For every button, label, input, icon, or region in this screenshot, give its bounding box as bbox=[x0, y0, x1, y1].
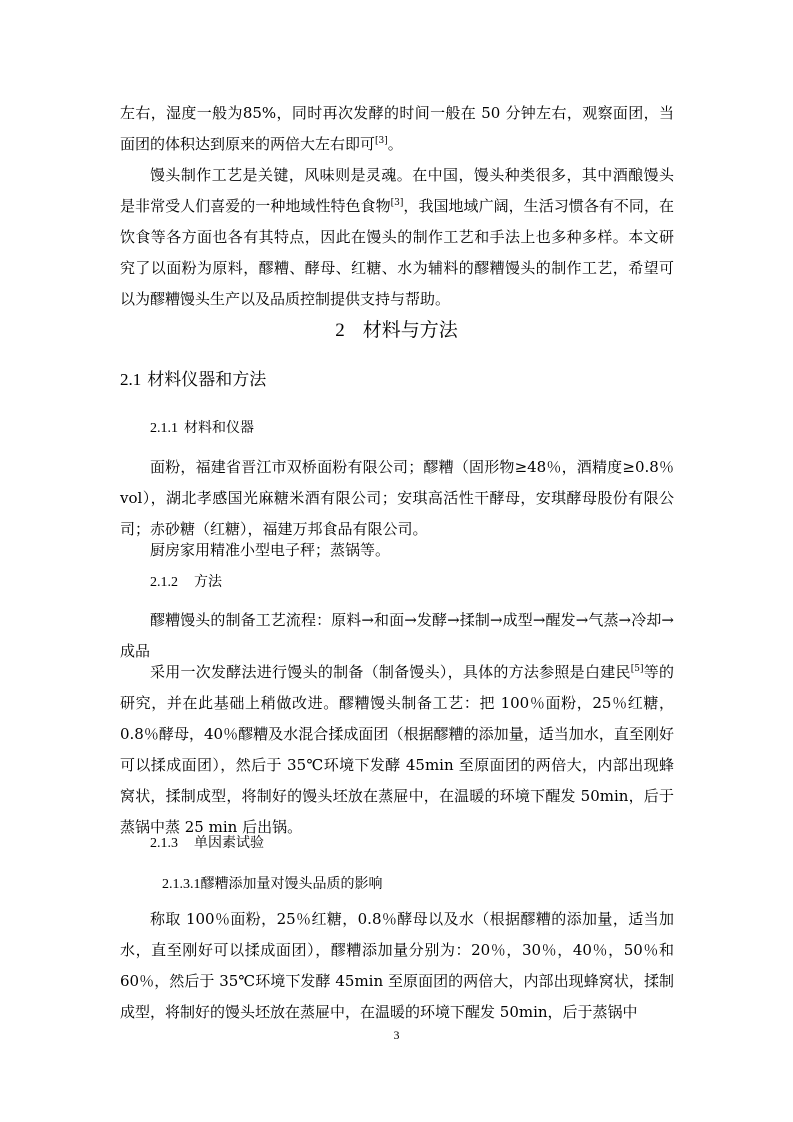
paragraph-text: 采用一次发酵法进行馒头的制备（制备馒头），具体的方法参照是白建民 bbox=[150, 663, 631, 681]
section-heading-2-1-2 bbox=[150, 571, 222, 594]
paragraph-text: 左右，湿度一般为85%，同时再次发酵的时间一般在 50 分钟左右，观察面团，当面团的体积达到原来的两倍大左右即可 bbox=[120, 104, 674, 153]
paragraph-intro-2 bbox=[120, 160, 674, 315]
paragraph-materials: 面粉，福建省晋江市双桥面粉有限公司；醪糟（固形物≥48％，酒精度≥0.8％ vol），湖北孝感国光麻糖米酒有限公司；安琪高活性干酵母，安琪酵母股份有限公司；赤砂糖（红糖），福建万邦食品有限公司。 bbox=[120, 458, 674, 538]
paragraph-text: ，我国地域广阔，生活习惯各有不同，在饮食等各方面也各有其特点，因此在馒头的制作工艺和手法上也多种多样。本文研究了以面粉为原料，醪糟、酵母、红糖、水为辅料的醪糟馒头的制作工艺，希望可以为醪糟馒头生产以及品质控制提供支持与帮助。 bbox=[120, 197, 674, 308]
page-number: 3 bbox=[393, 1028, 400, 1042]
section-title: 材料仪器和方法 bbox=[147, 370, 267, 390]
paragraph-text: 。 bbox=[387, 135, 403, 153]
section-title: 方法 bbox=[194, 574, 222, 590]
paragraph-method bbox=[120, 657, 674, 843]
section-number: 2.1.1 bbox=[150, 421, 178, 436]
citation-ref: [5] bbox=[630, 664, 644, 674]
section-title: 醪糟添加量对馒头品质的影响 bbox=[200, 876, 383, 892]
chapter-number: 2 bbox=[335, 320, 345, 341]
chapter-title: 材料与方法 bbox=[362, 319, 458, 341]
section-number: 2.1.3.1 bbox=[162, 877, 201, 892]
section-number: 2.1 bbox=[120, 370, 142, 389]
citation-ref: [3] bbox=[375, 136, 388, 146]
section-heading-2-1-1 bbox=[150, 417, 254, 440]
paragraph-instruments: 厨房家用精准小型电子秤；蒸锅等。 bbox=[150, 541, 391, 559]
citation-ref: [3] bbox=[390, 198, 404, 208]
section-heading-2-1-3-1 bbox=[162, 873, 383, 896]
section-title: 材料和仪器 bbox=[184, 420, 254, 436]
section-heading-2-1 bbox=[120, 367, 266, 393]
paragraph-text: 等的研究，并在此基础上稍做改进。醪糟馒头制备工艺：把 100％面粉，25％红糖，0.8％酵母，40％醪糟及水混合揉成面团（根据醪糟的添加量，适当加水，直至刚好可以揉成面团），然后于 35℃环境下发酵 45min 至原面团的两倍大，内部出现蜂窝状，揉制成型，将制好的馒头坯放在蒸屉中，在温暖的环境下醒发 50min，后于蒸锅中蒸 25 min 后出锅。 bbox=[120, 663, 674, 836]
section-number: 2.1.2 bbox=[150, 575, 178, 590]
paragraph-intro-continued bbox=[120, 98, 674, 160]
paragraph-process-flow: 醪糟馒头的制备工艺流程：原料→和面→发酵→揉制→成型→醒发→气蒸→冷却→成品 bbox=[120, 611, 674, 660]
paragraph-single-factor: 称取 100％面粉，25％红糖，0.8％酵母以及水（根据醪糟的添加量，适当加水，直至刚好可以揉成面团），醪糟添加量分别为：20％，30％，40％，50％和 60％，然后于 35℃环境下发酵 45min 至原面团的两倍大，内部出现蜂窝状，揉制成型，将制好的馒头坯放在蒸屉中，在温暖的环境下醒发 50min，后于蒸锅中 bbox=[120, 910, 674, 1021]
paragraph-text: 馒头制作工艺是关键，风味则是灵魂。在中国，馒头种类很多，其中酒酿馒头是非常受人们喜爱的一种地域性特色食物 bbox=[120, 166, 674, 215]
section-heading-2-1-3 bbox=[150, 832, 264, 855]
section-title: 单因素试验 bbox=[194, 835, 264, 851]
section-number: 2.1.3 bbox=[150, 836, 178, 851]
chapter-heading bbox=[0, 316, 793, 345]
